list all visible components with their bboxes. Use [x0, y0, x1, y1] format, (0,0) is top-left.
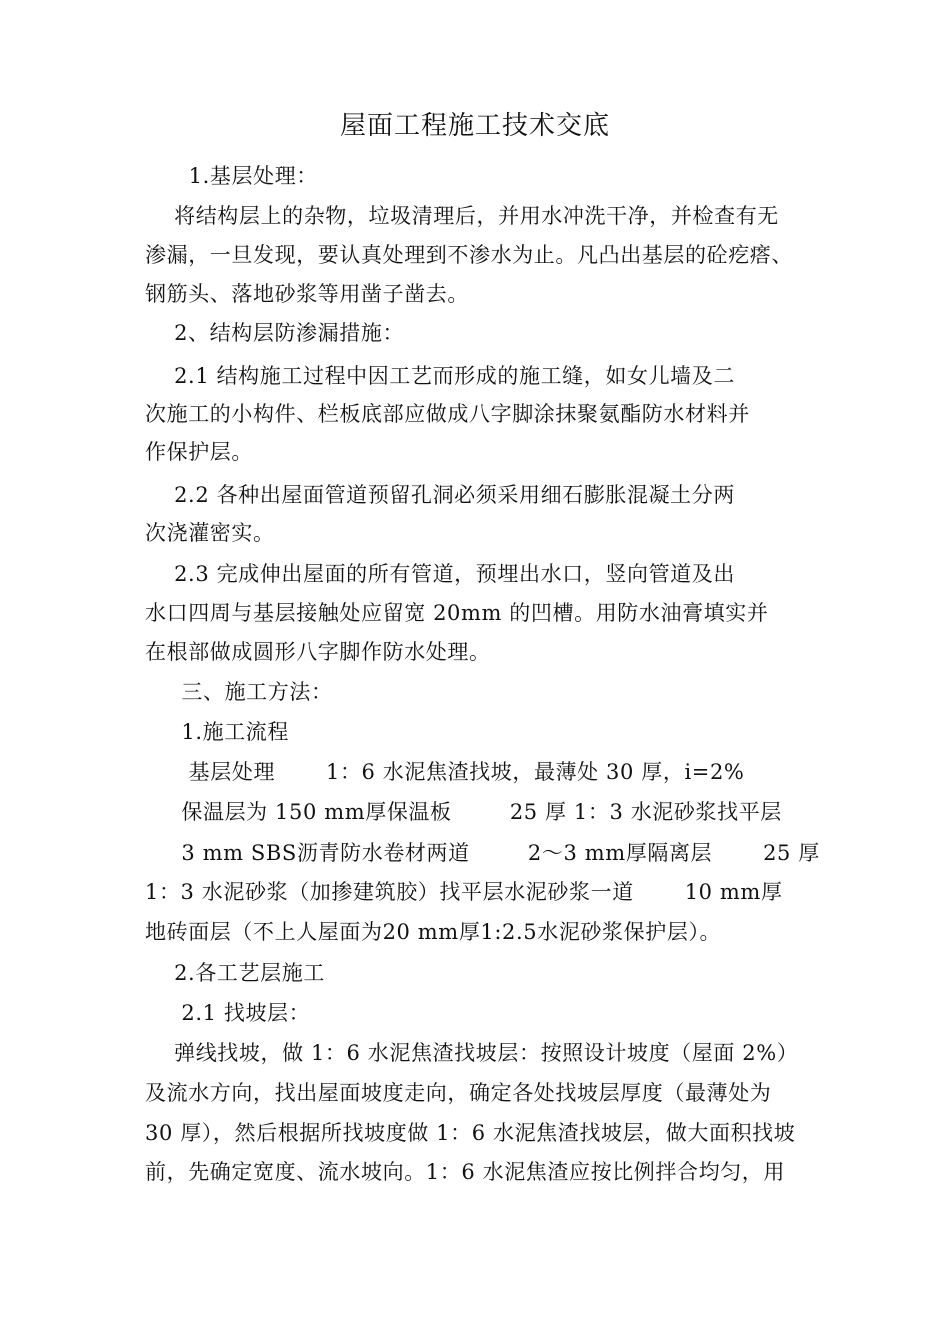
paragraph-line-8: 作保护层。 — [145, 440, 253, 464]
paragraph-line-25: 30 厚），然后根据所找坡度做 1：6 水泥焦渣找坡层，做大面积找坡 — [145, 1121, 796, 1145]
paragraph-line-1: 1.基层处理： — [145, 164, 318, 188]
paragraph-line-5: 2、结构层防渗漏措施： — [145, 321, 405, 345]
paragraph-line-26: 前，先确定宽度、流水坡向。1：6 水泥焦渣应按比例拌合均匀，用 — [145, 1160, 785, 1184]
paragraph-line-7: 次施工的小构件、栏板底部应做成八字脚涂抹聚氨酯防水材料并 — [145, 402, 750, 426]
paragraph-line-4: 钢筋头、落地砂浆等用凿子凿去。 — [145, 282, 469, 306]
document-title: 屋面工程施工技术交底 — [339, 111, 610, 141]
paragraph-line-16: 基层处理 1：6 水泥焦渣找坡，最薄处 30 厚，i=2% — [145, 760, 745, 784]
paragraph-line-11: 2.3 完成伸出屋面的所有管道，预埋出水口，竖向管道及出 — [145, 562, 735, 586]
paragraph-line-15: 1.施工流程 — [145, 720, 290, 744]
paragraph-line-14: 三、施工方法： — [145, 680, 333, 704]
paragraph-line-21: 2.各工艺层施工 — [145, 961, 325, 985]
paragraph-line-20: 地砖面层（不上人屋面为20 mm厚1:2.5水泥砂浆保护层）。 — [145, 920, 722, 944]
paragraph-line-22: 2.1 找坡层： — [145, 1001, 311, 1025]
paragraph-line-2: 将结构层上的杂物，垃圾清理后，并用水冲洗干净，并检查有无 — [145, 204, 779, 228]
paragraph-line-23: 弹线找坡，做 1：6 水泥焦渣找坡层：按照设计坡度（屋面 2%） — [145, 1041, 799, 1065]
paragraph-line-17: 保温层为 150 mm厚保温板 25 厚 1：3 水泥砂浆找平层 — [145, 800, 782, 824]
paragraph-line-12: 水口四周与基层接触处应留宽 20mm 的凹槽。用防水油膏填实并 — [145, 601, 769, 625]
paragraph-line-18: 3 mm SBS沥青防水卷材两道 2～3 mm厚隔离层 25 厚 — [145, 841, 820, 865]
paragraph-line-9: 2.2 各种出屋面管道预留孔洞必须采用细石膨胀混凝土分两 — [145, 483, 735, 507]
paragraph-line-10: 次浇灌密实。 — [145, 521, 275, 545]
paragraph-line-6: 2.1 结构施工过程中因工艺而形成的施工缝，如女儿墙及二 — [145, 364, 735, 388]
paragraph-line-13: 在根部做成圆形八字脚作防水处理。 — [145, 640, 491, 664]
paragraph-line-3: 渗漏，一旦发现，要认真处理到不渗水为止。凡凸出基层的砼疙瘩、 — [145, 243, 793, 267]
paragraph-line-19: 1：3 水泥砂浆（加掺建筑胶）找平层水泥砂浆一道 10 mm厚 — [145, 880, 783, 904]
paragraph-line-24: 及流水方向，找出屋面坡度走向，确定各处找坡层厚度（最薄处为 — [145, 1081, 772, 1105]
